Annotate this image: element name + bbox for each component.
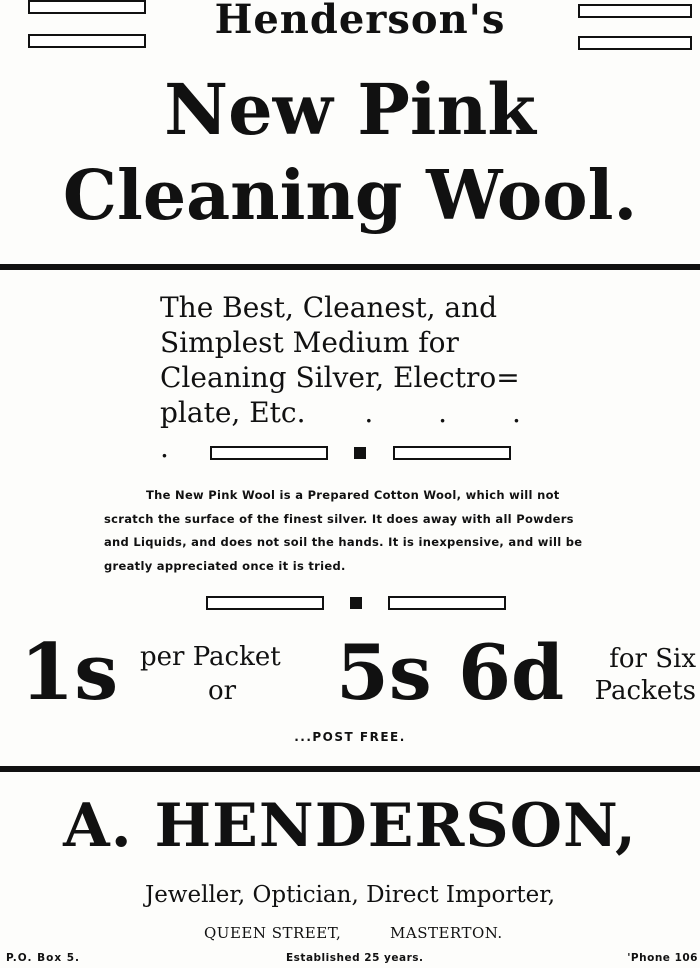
tagline-line-1: The Best, Cleanest, and	[160, 291, 498, 324]
ornament-square-2	[350, 597, 362, 609]
ornament-bar-right-2	[388, 596, 506, 610]
divider-bottom	[0, 766, 700, 772]
tagline-line-4-text: plate, Etc.	[160, 396, 306, 429]
top-left-box-lower	[28, 34, 146, 48]
headline-line-1: New Pink	[164, 68, 536, 151]
per-packet-label	[140, 642, 281, 672]
merchant-trades: Jeweller, Optician, Direct Importer,	[144, 882, 556, 908]
merchant-street: QUEEN STREET,	[204, 924, 342, 942]
tagline-line-2: Simplest Medium for	[160, 326, 459, 359]
post-free-note: ...POST FREE.	[294, 730, 406, 744]
description	[104, 484, 614, 578]
merchant-name: A. HENDERSON,	[63, 791, 637, 861]
tagline	[160, 290, 560, 465]
ornament-bar-right-1	[393, 446, 511, 460]
tagline-line-3: Cleaning Silver, Electro=	[160, 361, 520, 394]
description-line-2: scratch the surface of the finest silver. It does away with all Powders	[104, 511, 574, 526]
tagline-dots: . . . .	[160, 396, 549, 464]
brand-name: Henderson's	[214, 0, 506, 43]
ornament-bar-left-1	[210, 446, 328, 460]
description-line-4: greatly appreciated once it is tried.	[104, 558, 346, 573]
divider-top	[0, 264, 700, 270]
ornament-bar-left-2	[206, 596, 324, 610]
footer-po-box: P.O. Box 5.	[6, 952, 81, 964]
merchant-town: MASTERTON.	[390, 924, 503, 942]
footer-established: Established 25 years.	[286, 952, 424, 964]
top-left-box-upper	[28, 0, 146, 14]
price-six: 5s 6d	[336, 628, 565, 717]
per-packet-text: per Packet	[140, 642, 281, 672]
headline-line-2: Cleaning Wool.	[62, 156, 638, 236]
packets-label: Packets	[594, 676, 696, 706]
or-label: or	[208, 676, 237, 706]
top-right-box-lower	[578, 36, 692, 50]
description-line-3: and Liquids, and does not soil the hands. It is inexpensive, and will be	[104, 535, 583, 549]
ornament-square-1	[354, 447, 366, 459]
top-right-box-upper	[578, 4, 692, 18]
for-six-label: for Six	[609, 644, 696, 674]
footer-phone: 'Phone 106	[627, 952, 698, 964]
description-line-1: The New Pink Wool is a Prepared Cotton Wool, which will not	[146, 488, 560, 502]
price-single: 1s	[20, 627, 119, 718]
